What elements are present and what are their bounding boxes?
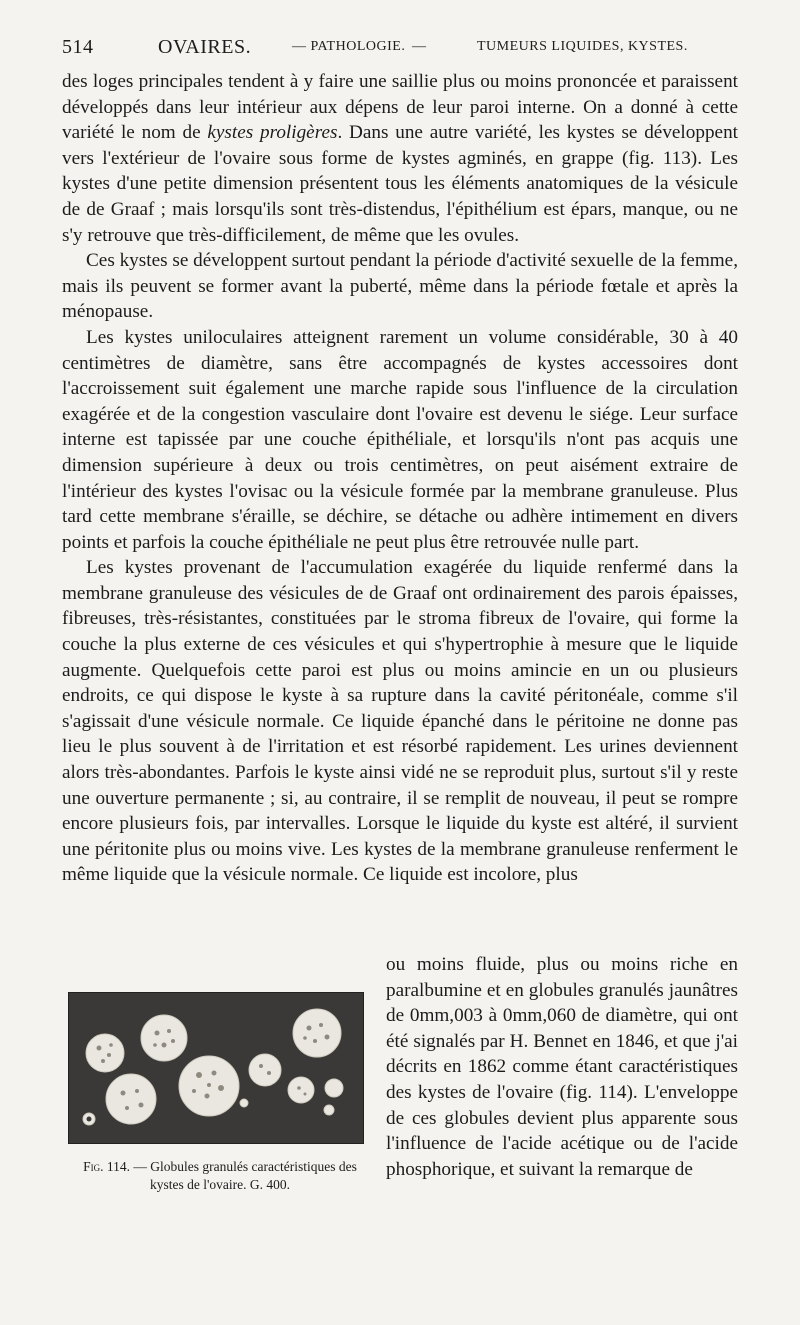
figure-wrap-section (62, 952, 738, 1196)
paragraph-1-end: . Dans une autre variété, les kystes se développent vers l'extérieur de l'ovaire sous forme de kystes agminés, en grappe (fig. 113). Les kystes d'une petite dimension présentent tous les éléments anatomiques de la vésicule de de Graaf ; mais lorsqu'ils sont très-distendus, l'épithélium est épars, manque, ou ne s'y retrouve que très-difficilement, de même que les ovules. (62, 122, 738, 246)
paragraph-1 (62, 69, 738, 248)
chapter-title: OVAIRES. (158, 36, 252, 58)
term-kystes-proligeres: kystes proligères (207, 122, 338, 144)
figure-caption-text: — Globules granulés caractéristiques des kystes de l'ovaire. G. 400. (133, 1159, 357, 1192)
section-title (292, 39, 405, 55)
globules-illustration (69, 993, 363, 1143)
wrapped-paragraph: ou moins fluide, plus ou moins riche en paralbumine et en globules granulés jaunâtres de 0mm,003 à 0mm,060 de diamètre, qui ont été signalés par H. Bennet en 1846, et que j'ai décrits en 1862 comme étant caractéristiques des kystes de l'ovaire (fig. 114). L'enveloppe de ces globules devient plus apparente sous l'influence de l'acide acétique ou de l'acide phosphorique, et suivant la remarque de (386, 954, 738, 1180)
figure-caption (68, 1158, 372, 1194)
figure-label: Fig. 114. (83, 1159, 131, 1174)
figure-114 (68, 992, 372, 1194)
paragraph-2: Ces kystes se développent surtout pendant la période d'activité sexuelle de la femme, mais ils peuvent se former avant la puberté, même dans la période fœtale et après la ménopause. (62, 250, 738, 323)
paragraph-3: Les kystes uniloculaires atteignent rarement un volume considérable, 30 à 40 centimètres de diamètre, sans être accompagnés de kystes accessoires dont l'accroissement suit également une marche rapide sous l'influence de la circulation exagérée et de la congestion vasculaire dont l'ovaire est devenu le siége. Leur surface interne est tapissée par une couche épithéliale, et lorsqu'ils n'ont pas acquis une dimension supérieure à deux ou trois centimètres, on peut aisément extraire de l'intérieur des kystes l'ovisac ou la vésicule formée par la membrane granuleuse. Plus tard cette membrane s'éraille, se déchire, se détache ou adhère intimement en divers points et parfois la couche épithéliale ne peut plus être retrouvée nulle part. (62, 326, 738, 553)
page-number: 514 (62, 36, 94, 58)
header-dash-2: — (412, 39, 427, 54)
main-text (62, 69, 738, 888)
header-dash: — (292, 39, 307, 54)
micrograph-image (68, 992, 364, 1144)
paragraph-4: Les kystes provenant de l'accumulation exagérée du liquide renfermé dans la membrane granuleuse des vésicules de de Graaf ont ordinairement des parois épaisses, fibreuses, très-résistantes, constituées par le stroma fibreux de l'ovaire, qui forme la couche la plus externe de ces vésicules et qui s'hypertrophie à mesure que le liquide augmente. Quelquefois cette paroi est plus ou moins amincie en un ou plusieurs endroits, ce qui dispose le kyste à sa rupture dans la cavité péritonéale, comme s'il s'agissait d'une vésicule normale. Ce liquide épanché dans le péritoine ne donne pas lieu le plus souvent à de l'irritation et est résorbé rapidement. Les urines deviennent alors très-abondantes. Parfois le kyste ainsi vidé ne se reproduit plus, surtout s'il y reste une ouverture permanente ; si, au contraire, il se remplit de nouveau, il peut se rompre encore plusieurs fois, par intervalles. Lorsque le liquide du kyste est altéré, il survient une péritonite plus ou moins vive. Les kystes de la membrane granuleuse renferment le même liquide que la vésicule normale. Ce liquide est incolore, plus (62, 557, 738, 886)
topic-title: TUMEURS LIQUIDES, KYSTES. (477, 39, 688, 54)
running-header (62, 36, 742, 62)
paragraph-1-start: des loges principales tendent à y faire une saillie plus ou moins prononcée et paraissent développés dans leur intérieur aux dépens de leur paroi interne. On a donné à cette variété le nom de (62, 71, 738, 144)
section-name: PATHOLOGIE. (310, 39, 406, 54)
